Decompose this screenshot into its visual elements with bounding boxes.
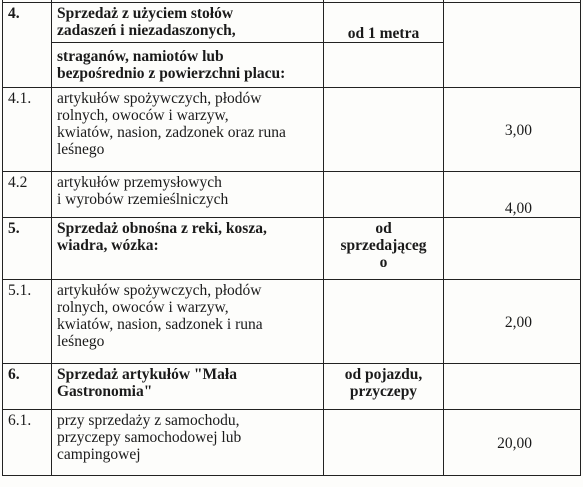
table-row xyxy=(3,43,581,88)
row-description: Sprzedaż artykułów "Mała Gastronomia" xyxy=(52,364,324,410)
row-rate: 4,00 xyxy=(444,172,581,218)
row-number: 4. xyxy=(3,3,52,43)
row-unit xyxy=(324,410,444,476)
row-number: 6. xyxy=(3,364,52,410)
table-row xyxy=(3,280,581,364)
table-row xyxy=(3,364,581,410)
table-row xyxy=(3,172,581,218)
fee-table xyxy=(2,0,581,476)
row-description: Sprzedaż obnośna z reki, kosza, wiadra, wózka: xyxy=(52,218,324,280)
row-description: artykułów przemysłowych i wyrobów rzemieślniczych xyxy=(52,172,324,218)
row-unit xyxy=(324,88,444,172)
row-unit xyxy=(324,280,444,364)
row-rate: 20,00 xyxy=(444,410,581,476)
table-row xyxy=(3,410,581,476)
row-rate: 3,00 xyxy=(444,88,581,172)
row-rate xyxy=(444,3,581,43)
row-rate xyxy=(444,364,581,410)
row-description-continued: straganów, namiotów lub bezpośrednio z powierzchni placu: xyxy=(52,43,324,88)
row-unit xyxy=(324,172,444,218)
row-number: 6.1. xyxy=(3,410,52,476)
row-rate xyxy=(444,218,581,280)
row-description: artykułów spożywczych, płodów rolnych, owoców i warzyw, kwiatów, nasion, sadzonek i runa leśnego xyxy=(52,280,324,364)
row-description: artykułów spożywczych, płodów rolnych, owoców i warzyw, kwiatów, nasion, zadzonek oraz runa leśnego xyxy=(52,88,324,172)
row-rate: 2,00 xyxy=(444,280,581,364)
row-description: przy sprzedaży z samochodu, przyczepy samochodowej lub campingowej xyxy=(52,410,324,476)
table-row xyxy=(3,218,581,280)
row-number: 5.1. xyxy=(3,280,52,364)
table-row xyxy=(3,88,581,172)
row-unit: od pojazdu, przyczepy xyxy=(324,364,444,410)
table-row xyxy=(3,3,581,43)
row-number: 4.2 xyxy=(3,172,52,218)
row-description: Sprzedaż z użyciem stołów zadaszeń i niezadaszonych, xyxy=(52,3,324,43)
row-unit: od 1 metra xyxy=(324,3,444,43)
row-unit: od sprzedająceg o xyxy=(324,218,444,280)
row-number: 5. xyxy=(3,218,52,280)
row-number: 4.1. xyxy=(3,88,52,172)
